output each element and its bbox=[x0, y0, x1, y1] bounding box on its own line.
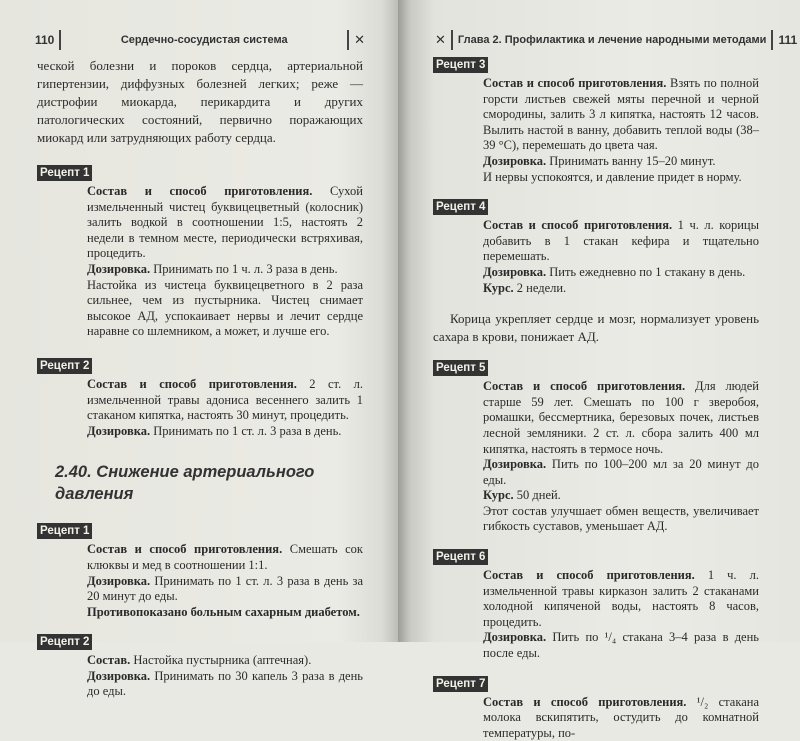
recipe-paragraph bbox=[483, 281, 759, 297]
intro-paragraph: ческой болезни и пороков сердца, артериальной гипертензии, диффузных болезней легких; реже — дистрофии миокарда, перикардита и других патологических состояний, первично поражающих миокард или затрудняющих работу сердца. bbox=[37, 58, 363, 145]
recipe-paragraph bbox=[483, 630, 759, 661]
recipe-body bbox=[87, 653, 363, 700]
recipe bbox=[433, 197, 759, 296]
recipe-term: Состав и способ приготовления. bbox=[87, 184, 313, 198]
recipe-term: Курс. bbox=[483, 280, 514, 295]
recipe-paragraph bbox=[87, 605, 363, 621]
recipe-text: Смешать сок клюквы и мед в соотношении 1:1. bbox=[87, 542, 363, 572]
recipe-label: Рецепт 2 bbox=[37, 358, 92, 374]
recipe-text: Принимать по 1 ст. л. 3 раза в день за 20 минут до еды. bbox=[87, 573, 363, 604]
recipe-paragraph bbox=[87, 574, 363, 605]
recipe-paragraph bbox=[87, 262, 363, 278]
recipe-text: Принимать по 1 ст. л. 3 раза в день. bbox=[150, 423, 342, 438]
recipe-body bbox=[87, 542, 363, 620]
header-rule bbox=[451, 30, 453, 50]
recipe bbox=[37, 521, 363, 620]
recipe-paragraph bbox=[87, 669, 363, 700]
recipe-paragraph bbox=[483, 265, 759, 281]
recipe-label: Рецепт 4 bbox=[433, 199, 488, 215]
section-heading: 2.40. Снижение артериального давления bbox=[55, 463, 315, 504]
recipe-label: Рецепт 5 bbox=[433, 360, 488, 376]
header-rule bbox=[59, 30, 61, 50]
recipe-term: Дозировка. bbox=[87, 423, 151, 438]
recipe-text: Пить ежедневно по 1 стакану в день. bbox=[546, 264, 746, 279]
recipe-paragraph bbox=[483, 218, 759, 265]
recipe-text: 2 недели. bbox=[513, 280, 567, 295]
recipe-term: Состав. bbox=[87, 653, 131, 668]
recipe-term: Состав и способ приготовления. bbox=[87, 376, 297, 391]
recipe-text: 2 ст. л. измельченной травы адониса весеннего залить 1 стаканом кипятка, настоять 30 минут, процедить. bbox=[87, 376, 363, 423]
recipe-term: Дозировка. bbox=[87, 668, 151, 683]
recipe-body bbox=[483, 218, 759, 296]
page-number: 111 bbox=[778, 33, 798, 47]
header-rule bbox=[771, 30, 773, 50]
left-page bbox=[0, 0, 398, 699]
recipe-term: Состав и способ приготовления. bbox=[483, 218, 673, 233]
recipe-term: Состав и способ приготовления. bbox=[483, 379, 686, 394]
recipe-label: Рецепт 7 bbox=[433, 676, 488, 692]
recipe-text: Пить по 100–200 мл за 20 минут до еды. bbox=[483, 457, 759, 487]
recipe-body bbox=[483, 568, 759, 662]
recipe-paragraph bbox=[87, 184, 363, 262]
recipe-paragraph bbox=[87, 653, 363, 669]
page-header bbox=[35, 28, 365, 50]
recipe-paragraph bbox=[483, 504, 759, 535]
page-header bbox=[435, 28, 798, 50]
recipe-body bbox=[483, 695, 759, 741]
cross-icon: ✕ bbox=[354, 32, 365, 47]
recipe bbox=[37, 163, 363, 340]
recipe-text: Принимать по 1 ч. л. 3 раза в день. bbox=[150, 261, 338, 276]
recipe-text: 50 дней. bbox=[513, 488, 561, 503]
recipe bbox=[37, 632, 363, 700]
recipe-text: Сухой измельченный чистец буквицецветный (колосник) залить водкой в соотношении 1:5, настоять 2 недели в темном месте, периодически встряхивая, процедить. bbox=[87, 184, 363, 261]
recipe bbox=[433, 358, 759, 535]
recipe-label: Рецепт 1 bbox=[37, 165, 92, 181]
recipe-text: Взять по полной горсти листьев свежей мяты перечной и черной смородины, залить 3 л кипятка, настоять 12 часов. Вылить настой в ванну, добавить теплой воды (38–39 °С), перемешать до цвета чая. bbox=[483, 76, 759, 153]
recipe-term: Дозировка. bbox=[483, 153, 547, 168]
page-number: 110 bbox=[35, 33, 55, 47]
right-column bbox=[433, 55, 759, 741]
recipe-paragraph bbox=[483, 695, 759, 741]
cross-icon: ✕ bbox=[435, 32, 446, 47]
recipe-text: И нервы успокоятся, и давление придет в норму. bbox=[483, 169, 742, 184]
recipe-label: Рецепт 6 bbox=[433, 549, 488, 565]
running-header: Сердечно-сосудистая система bbox=[120, 34, 288, 46]
recipe-term: Состав и способ приготовления. bbox=[87, 542, 283, 557]
recipe-text: ¹/₂ стакана молока вскипятить, остудить до комнатной температуры, по- bbox=[483, 694, 759, 740]
recipe-term: Курс. bbox=[483, 488, 514, 503]
recipe-term: Состав и способ приготовления. bbox=[483, 76, 667, 90]
left-column bbox=[37, 57, 363, 700]
recipe-term: Дозировка. bbox=[483, 630, 547, 645]
recipe-paragraph bbox=[483, 170, 759, 186]
recipe-term: Дозировка. bbox=[483, 264, 547, 279]
recipe-term: Дозировка. bbox=[87, 261, 151, 276]
note-paragraph: Корица укрепляет сердце и мозг, нормализует уровень сахара в крови, понижает АД. bbox=[433, 311, 759, 345]
recipe-paragraph bbox=[483, 76, 759, 154]
recipe bbox=[433, 674, 759, 741]
running-header: Глава 2. Профилактика и лечение народными методами bbox=[457, 34, 767, 46]
recipe bbox=[37, 356, 363, 439]
recipe-paragraph bbox=[87, 377, 363, 424]
recipe bbox=[433, 547, 759, 662]
recipe-term: Дозировка. bbox=[87, 573, 151, 588]
recipe-text: 1 ч. л. корицы добавить в 1 стакан кефира и тщательно перемешать. bbox=[483, 218, 759, 264]
recipe-text: Принимать по 30 капель 3 раза в день до еды. bbox=[87, 668, 363, 699]
recipe-paragraph bbox=[483, 154, 759, 170]
recipe-text: Пить по ¹/₄ стакана 3–4 раза в день после еды. bbox=[483, 630, 759, 661]
header-rule bbox=[347, 30, 349, 50]
recipe-body bbox=[87, 184, 363, 340]
recipe-paragraph bbox=[87, 424, 363, 440]
recipe-label: Рецепт 1 bbox=[37, 523, 92, 539]
recipe-text: Этот состав улучшает обмен веществ, увеличивает гибкость суставов, уменьшает АД. bbox=[483, 503, 759, 534]
recipe-paragraph bbox=[87, 278, 363, 340]
right-page bbox=[398, 0, 800, 740]
recipe-paragraph bbox=[483, 488, 759, 504]
recipe-text: Настойка из чистеца буквицецветного в 2 раза сильнее, чем из пустырника. Чистец снимает высокое АД, успокаивает нервы и лечит сердце наравне со шлемником, а может, и лучше его. bbox=[87, 277, 363, 339]
recipe-term: Состав и способ приготовления. bbox=[483, 694, 687, 709]
recipe-text: Настойка пустырника (аптечная). bbox=[130, 653, 312, 668]
recipe-body bbox=[87, 377, 363, 439]
recipe-text: Для людей старше 59 лет. Смешать по 100 г зверобоя, ромашки, бессмертника, березовых почек, листьев лесной земляники. 2 ст. л. сбора залить 400 мл кипятка, настоять в термосе ночь. bbox=[483, 379, 759, 456]
recipe-body bbox=[483, 379, 759, 535]
recipe-term: Дозировка. bbox=[483, 457, 547, 472]
recipe-paragraph bbox=[87, 542, 363, 573]
recipe-paragraph bbox=[483, 568, 759, 630]
recipe-label: Рецепт 2 bbox=[37, 634, 92, 650]
recipe-paragraph bbox=[483, 457, 759, 488]
recipe-term: Противопоказано больным сахарным диабетом. bbox=[87, 604, 360, 619]
recipe-term: Состав и способ приготовления. bbox=[483, 568, 695, 583]
recipe-text: 1 ч. л. измельченной травы кирказон залить 2 стаканами холодной кипяченой воды, настоять 8 часов, процедить. bbox=[483, 568, 759, 629]
recipe-label: Рецепт 3 bbox=[433, 57, 488, 73]
recipe-body bbox=[483, 76, 759, 185]
recipe-paragraph bbox=[483, 379, 759, 457]
recipe-text: Принимать ванну 15–20 минут. bbox=[546, 153, 716, 168]
recipe bbox=[433, 55, 759, 185]
